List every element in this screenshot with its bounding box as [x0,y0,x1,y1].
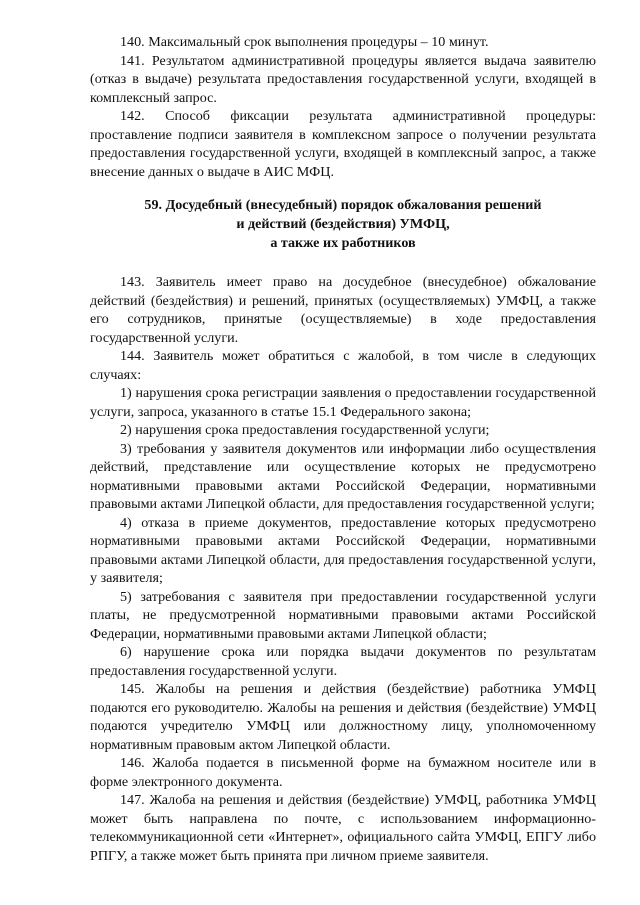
list-item-3: 3) требования у заявителя документов или информации либо осуществления действий, представление или осуществление которых не предусмотрено нормативными правовыми актами Российской Федерации, нормативными правовыми актами Липецкой области, для предоставления государственной услуги; [90,440,596,512]
list-item-2: 2) нарушения срока предоставления государственной услуги; [120,422,490,438]
paragraph-145: 145. Жалобы на решения и действия (бездействие) работника УМФЦ подаются его руководителю. Жалобы на решения и действия (бездействие) УМФЦ подаются учредителю УМФЦ или должностному лицу, уполномоченному нормативным правовым актом Липецкой области. [90,681,596,753]
paragraph-143: 143. Заявитель имеет право на досудебное (внесудебное) обжалование действий (бездействия) и решений, принятых (осуществляемых) УМФЦ, а также его сотрудников, принятые (осуществляемые) в ходе предоставления государственной услуги. [90,274,596,346]
list-item-5: 5) затребования с заявителя при предоставлении государственной услуги платы, не предусмотренной нормативными правовыми актами Российской Федерации, нормативными правовыми актами Липецкой области; [90,588,596,642]
section-heading-line-1: 59. Досудебный (внесудебный) порядок обжалования решений [144,197,542,213]
paragraph-146: 146. Жалоба подается в письменной форме на бумажном носителе или в форме электронного документа. [90,755,596,790]
list-item-4: 4) отказа в приеме документов, предоставление которых предусмотрено нормативными правовыми актами Российской Федерации, нормативными правовыми актами Липецкой области, для предоставления государственной услуги, у заявителя; [90,514,596,586]
section-heading-line-3: а также их работников [270,235,416,251]
paragraph-144: 144. Заявитель может обратиться с жалобой, в том числе в следующих случаях: [90,348,596,383]
list-item-1: 1) нарушения срока регистрации заявления о предоставлении государственной услуги, запроса, указанного в статье 15.1 Федерального закона; [90,385,596,420]
list-item-6: 6) нарушение срока или порядка выдачи документов по результатам предоставления государственной услуги. [90,644,596,679]
paragraph-140: 140. Максимальный срок выполнения процедуры – 10 минут. [120,34,489,50]
section-heading-line-2: и действий (бездействия) УМФЦ, [236,216,450,232]
paragraph-142: 142. Способ фиксации результата административной процедуры: проставление подписи заявителя в комплексном запросе о получении результата предоставления государственной услуги, входящей в комплексный запрос, а также внесение данных о выдаче в АИС МФЦ. [90,108,596,180]
paragraph-147: 147. Жалоба на решения и действия (бездействие) УМФЦ, работника УМФЦ может быть направлена по почте, с использованием информационно-телекоммуникационной сети «Интернет», официального сайта УМФЦ, ЕПГУ либо РПГУ, а также может быть принята при личном приеме заявителя. [90,792,596,864]
section-heading [90,196,596,253]
paragraph-141: 141. Результатом административной процедуры является выдача заявителю (отказ в выдаче) результата предоставления государственной услуги, входящей в комплексный запрос. [90,52,596,106]
document-page [90,33,596,865]
